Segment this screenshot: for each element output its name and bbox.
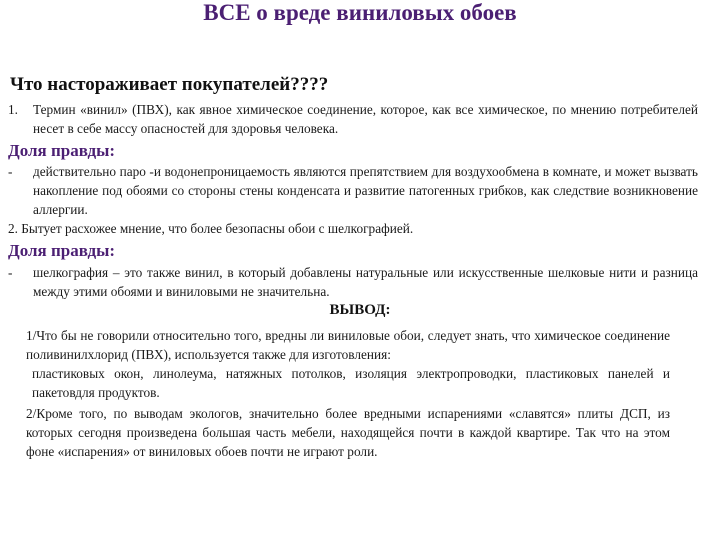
conclusion-text: 1/Что бы не говорили относительно того, вредны ли виниловые обои, следует знать, что химическое соединение поливинилхлорид (ПВХ), используется также для изготовления: (26, 328, 670, 362)
conclusion-paragraph-1 (26, 326, 670, 402)
conclusion-text-indented: пластиковых окон, линолеума, натяжных потолков, изоляция электропроводки, пластиковых панелей и пакетовдля продуктов. (32, 366, 670, 400)
list-item-2: 2. Бытует расхожее мнение, что более безопасны обои с шелкографией. (8, 221, 414, 236)
list-item-1 (8, 100, 698, 138)
subheading: Что настораживает покупателей???? (10, 74, 329, 95)
truth-item-2 (8, 263, 698, 301)
conclusion-title: ВЫВОД: (329, 302, 391, 318)
list-marker: - (8, 164, 13, 179)
list-marker: - (8, 265, 13, 280)
truth-heading-1: Доля правды: (8, 141, 115, 160)
list-item-text: Термин «винил» (ПВХ), как явное химическое соединение, которое, как все химическое, по мнению потребителей несет в себе массу опасностей для здоровья человека. (33, 102, 698, 136)
truth-item-1 (8, 162, 698, 219)
truth-heading-2: Доля правды: (8, 241, 115, 260)
slide-title: ВСЕ о вреде виниловых обоев (203, 0, 517, 25)
conclusion-paragraph-2: 2/Кроме того, по выводам экологов, значительно более вредными испарениями «славятся» плиты ДСП, из которых сегодня произведена большая часть мебели, находящейся почти в каждой квартире. Так что на этом фоне «испарения» от виниловых обоев почти не играют роли. (26, 406, 670, 459)
list-marker: 1. (8, 102, 18, 117)
list-item-text: шелкография – это также винил, в который добавлены натуральные или искусственные шелковые нити и разница между этими обоями и виниловыми не значительна. (33, 265, 698, 299)
list-item-text: действительно паро -и водонепроницаемость являются препятствием для воздухообмена в комнате, и может вызвать накопление под обоями со стороны стены конденсата и развитие патогенных грибков, как следствие возникновение аллергии. (33, 164, 698, 217)
